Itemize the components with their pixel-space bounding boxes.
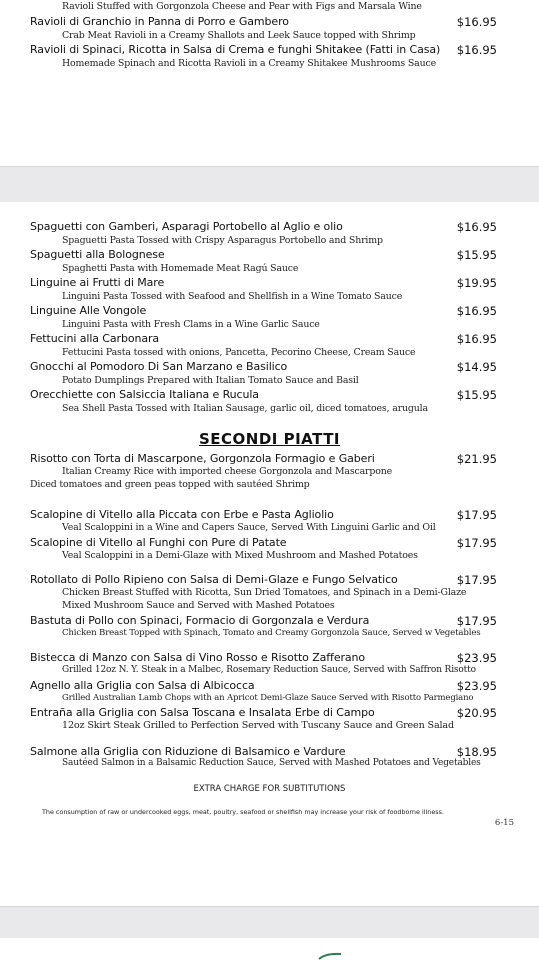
- menu-page-top: [0, 0, 539, 166]
- dish-price: $14.95: [456, 360, 497, 374]
- dish-description: Linguini Pasta Tossed with Seafood and Shellfish in a Wine Tomato Sauce: [62, 291, 403, 302]
- dish-name: Bistecca di Manzo con Salsa di Vino Rosso e Risotto Zafferano: [30, 651, 366, 664]
- dish-price: $16.95: [456, 220, 497, 234]
- dish-description: Veal Scaloppini in a Demi-Glaze with Mixed Mushroom and Mashed Potatoes: [62, 550, 418, 561]
- dish-description: Homemade Spinach and Ricotta Ravioli in a Creamy Shitakee Mushrooms Sauce: [62, 58, 436, 69]
- dish-price: $20.95: [456, 706, 497, 720]
- dish-name: Scalopine di Vitello alla Piccata con Erbe e Pasta Agliolio: [30, 508, 334, 521]
- dish-description: Diced tomatoes and green peas topped with sautéed Shrimp: [30, 479, 310, 490]
- dish-price: $16.95: [456, 332, 497, 346]
- dish-description: Veal Scaloppini in a Wine and Capers Sauce, Served With Linguini Garlic and Oil: [62, 522, 436, 533]
- dish-name: Gnocchi al Pomodoro Di San Marzano e Basilico: [30, 360, 288, 373]
- dish-price: $23.95: [456, 651, 497, 665]
- dish-name: Ravioli di Spinaci, Ricotta in Salsa di Crema e funghi Shitakee (Fatti in Casa): [30, 43, 441, 56]
- dish-price: $17.95: [456, 573, 497, 587]
- dish-name: Agnello alla Griglia con Salsa di Albicocca: [30, 679, 255, 692]
- dish-name: Linguine ai Frutti di Mare: [30, 276, 165, 289]
- dish-name: Rotollato di Pollo Ripieno con Salsa di Demi-Glaze e Fungo Selvatico: [30, 573, 398, 586]
- dish-description: Sautéed Salmon in a Balsamic Reduction Sauce, Served with Mashed Potatoes and Vegetables: [62, 758, 481, 768]
- dish-name: Orecchiette con Salsiccia Italiana e Rucula: [30, 388, 259, 401]
- dish-price: $17.95: [456, 614, 497, 628]
- dish-price: $23.95: [456, 679, 497, 693]
- dish-description: Crab Meat Ravioli in a Creamy Shallots and Leek Sauce topped with Shrimp: [62, 30, 416, 41]
- page-separator: [0, 906, 539, 940]
- dish-name: Linguine Alle Vongole: [30, 304, 147, 317]
- dish-price: $17.95: [456, 536, 497, 550]
- dish-description: 12oz Skirt Steak Grilled to Perfection Served with Tuscany Sauce and Green Salad: [62, 720, 454, 731]
- dish-name: Ravioli di Granchio in Panna di Porro e Gambero: [30, 15, 289, 28]
- dish-price: $16.95: [456, 304, 497, 318]
- dish-description: Fettucini Pasta tossed with onions, Pancetta, Pecorino Cheese, Cream Sauce: [62, 347, 416, 358]
- menu-page-next: [0, 938, 539, 960]
- menu-page-main: [0, 202, 539, 906]
- dish-name: Spaguetti alla Bolognese: [30, 248, 165, 261]
- dish-description: Sea Shell Pasta Tossed with Italian Sausage, garlic oil, diced tomatoes, arugula: [62, 403, 428, 414]
- dish-description: Grilled Australian Lamb Chops with an Apricot Demi-Glaze Sauce Served with Risotto Parmegiano: [62, 693, 474, 703]
- dish-name: Fettucini alla Carbonara: [30, 332, 160, 345]
- dish-name: Salmone alla Griglia con Riduzione di Balsamico e Vardure: [30, 745, 346, 758]
- dish-description: Potato Dumplings Prepared with Italian Tomato Sauce and Basil: [62, 375, 359, 386]
- dish-description: Ravioli Stuffed with Gorgonzola Cheese and Pear with Figs and Marsala Wine: [62, 1, 422, 12]
- dish-description: Mixed Mushroom Sauce and Served with Mashed Potatoes: [62, 600, 335, 611]
- dish-price: $16.95: [456, 43, 497, 57]
- food-safety-disclaimer: The consumption of raw or undercooked eggs, meat, poultry, seafood or shellfish may increase your risk of foodborne illness.: [42, 808, 444, 816]
- section-title: SECONDI PIATTI: [198, 430, 341, 448]
- dish-name: Spaguetti con Gamberi, Asparagi Portobello al Aglio e olio: [30, 220, 343, 233]
- dish-description: Spaguetti Pasta Tossed with Crispy Asparagus Portobello and Shrimp: [62, 235, 383, 246]
- logo-fragment-icon: [318, 952, 342, 960]
- dish-price: $21.95: [456, 452, 497, 466]
- dish-price: $19.95: [456, 276, 497, 290]
- dish-description: Grilled 12oz N. Y. Steak in a Malbec, Rosemary Reduction Sauce, Served with Saffron Risotto: [62, 665, 476, 675]
- dish-name: Risotto con Torta di Mascarpone, Gorgonzola Formagio e Gaberi: [30, 452, 375, 465]
- dish-price: $18.95: [456, 745, 497, 759]
- extra-charge-note: EXTRA CHARGE FOR SUBTITUTIONS: [193, 784, 346, 794]
- dish-name: Entraña alla Griglia con Salsa Toscana e Insalata Erbe di Campo: [30, 706, 375, 719]
- dish-name: Bastuta di Pollo con Spinaci, Formacio di Gorgonzala e Verdura: [30, 614, 370, 627]
- dish-description: Chicken Breast Stuffed with Ricotta, Sun Dried Tomatoes, and Spinach in a Demi-Glaze: [62, 587, 467, 598]
- dish-price: $15.95: [456, 388, 497, 402]
- dish-description: Italian Creamy Rice with imported cheese Gorgonzola and Mascarpone: [62, 466, 393, 477]
- dish-name: Scalopine di Vitello al Funghi con Pure di Patate: [30, 536, 287, 549]
- dish-description: Chicken Breast Topped with Spinach, Tomato and Creamy Gorgonzola Sauce, Served w Vegetables: [62, 628, 481, 638]
- page-separator: [0, 166, 539, 204]
- dish-price: $17.95: [456, 508, 497, 522]
- dish-description: Linguini Pasta with Fresh Clams in a Wine Garlic Sauce: [62, 319, 320, 330]
- dish-price: $15.95: [456, 248, 497, 262]
- dish-description: Spaghetti Pasta with Homemade Meat Ragú Sauce: [62, 263, 299, 274]
- revision-code: 6-15: [494, 818, 514, 828]
- dish-price: $16.95: [456, 15, 497, 29]
